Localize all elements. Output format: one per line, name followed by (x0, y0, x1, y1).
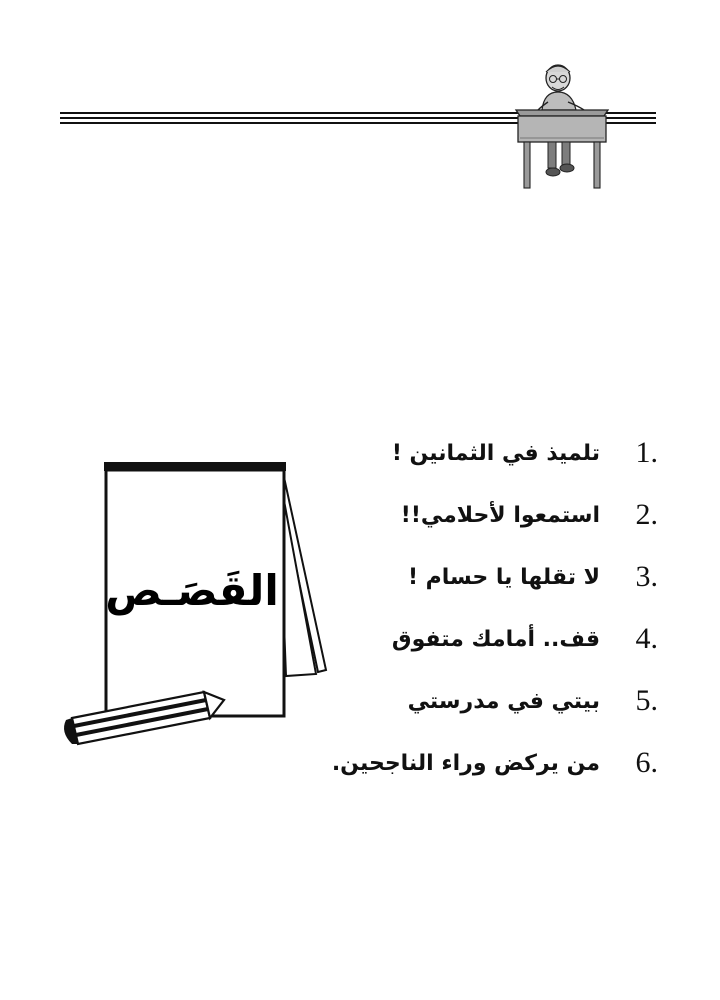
story-number: 3. (635, 560, 658, 593)
story-title: استمعوا لأحلامي!! (400, 502, 600, 528)
section-title: القَصَـص (105, 566, 279, 615)
story-title: من يركض وراء الناجحين. (331, 750, 600, 776)
story-title: لا تقلها يا حسام ! (407, 564, 600, 590)
story-number: 1. (635, 436, 658, 469)
story-number: 2. (635, 498, 658, 531)
story-title: بيتي في مدرستي (407, 688, 600, 714)
story-number: 4. (635, 622, 658, 655)
story-number: 6. (635, 746, 658, 779)
story-number: 5. (635, 684, 658, 717)
story-title: قف.. أمامك متفوق (391, 626, 600, 652)
story-title: تلميذ في الثمانين ! (391, 440, 600, 466)
student-at-desk-icon (508, 58, 616, 190)
